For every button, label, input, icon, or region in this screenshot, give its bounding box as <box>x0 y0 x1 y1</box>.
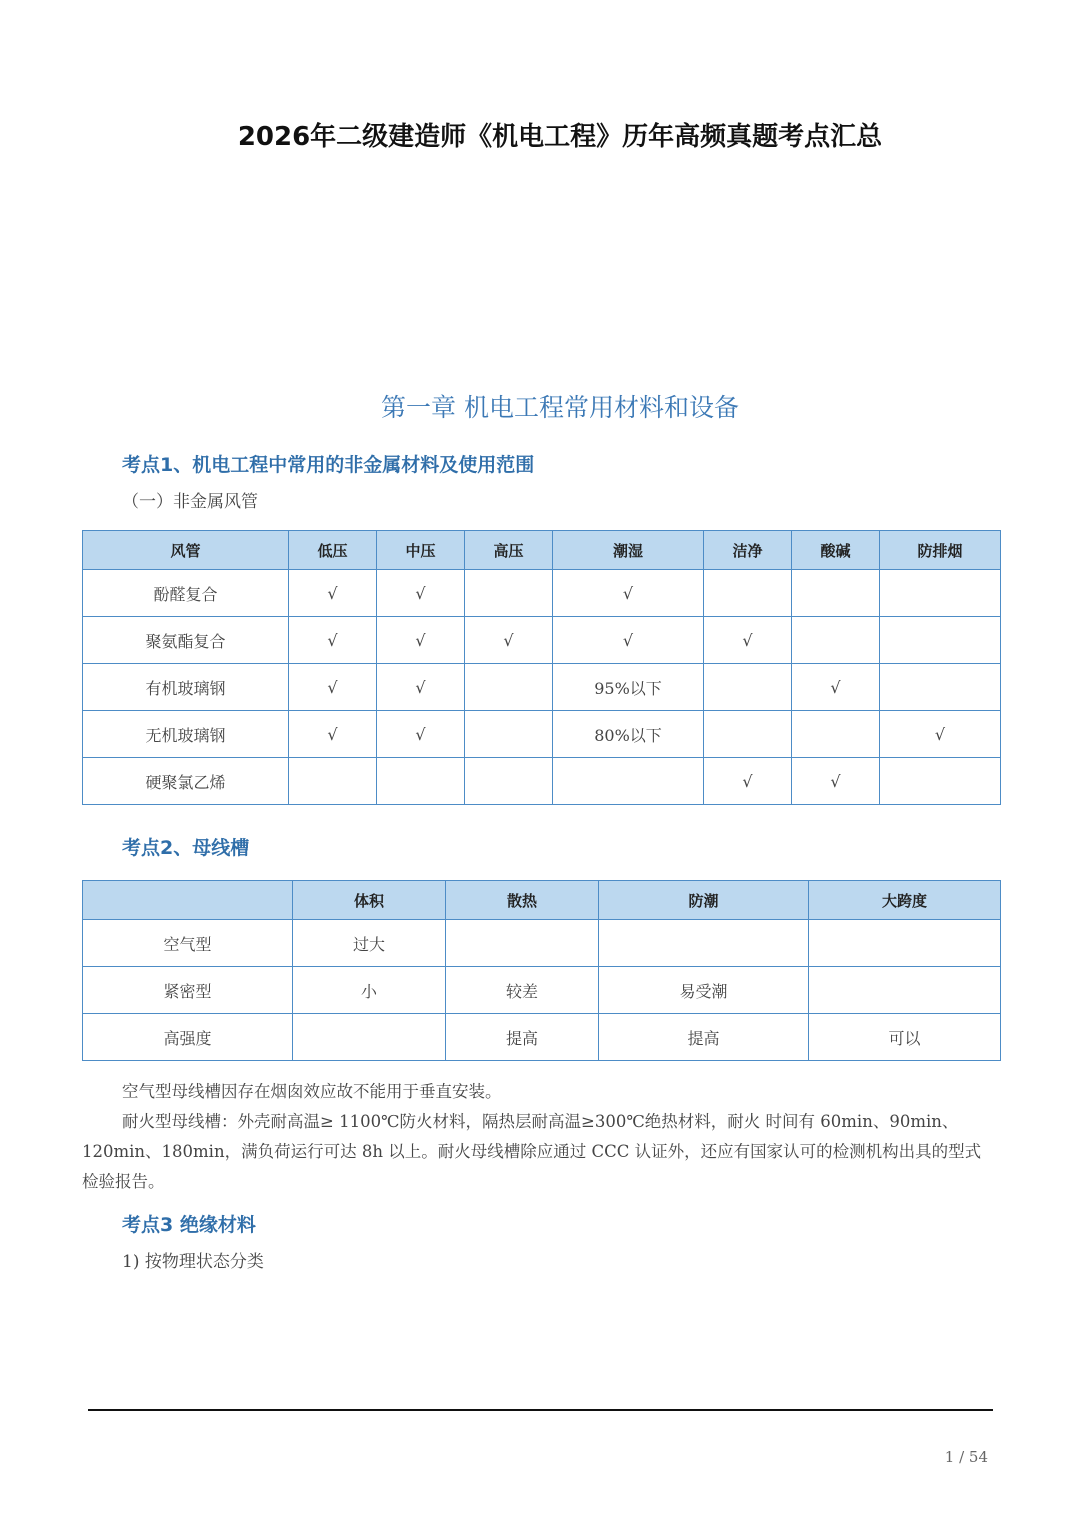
table-cell <box>465 758 553 805</box>
table-cell: 小 <box>293 967 446 1014</box>
table-cell <box>880 664 1001 711</box>
section-heading-1: 考点1、机电工程中常用的非金属材料及使用范围 <box>122 454 535 476</box>
table-cell: 空气型 <box>83 920 293 967</box>
table-cell <box>465 664 553 711</box>
table-cell <box>553 758 704 805</box>
table-cell <box>880 758 1001 805</box>
table-cell <box>465 711 553 758</box>
table-cell <box>599 920 809 967</box>
section-heading-2: 考点2、母线槽 <box>122 837 250 859</box>
subsection-label-3: 1) 按物理状态分类 <box>122 1252 264 1272</box>
table-cell: √ <box>704 758 792 805</box>
table-cell <box>446 920 599 967</box>
table-cell: √ <box>289 570 377 617</box>
table-cell: √ <box>377 570 465 617</box>
table-cell <box>792 617 880 664</box>
table-header-cell <box>83 881 293 920</box>
table-cell: √ <box>289 711 377 758</box>
table-cell: 可以 <box>809 1014 1001 1061</box>
table-cell <box>704 664 792 711</box>
page-number: 1 / 54 <box>944 1448 988 1466</box>
table-cell: 聚氨酯复合 <box>83 617 289 664</box>
table-cell: 高强度 <box>83 1014 293 1061</box>
table-cell: 95%以下 <box>553 664 704 711</box>
subsection-label-1: （一）非金属风管 <box>122 492 258 512</box>
table-header-cell: 酸碱 <box>792 531 880 570</box>
table-cell: 紧密型 <box>83 967 293 1014</box>
busway-table <box>82 880 1001 1061</box>
busway-note-1: 空气型母线槽因存在烟囱效应故不能用于垂直安装。 <box>122 1082 502 1101</box>
table-header-cell: 风管 <box>83 531 289 570</box>
table-cell: 过大 <box>293 920 446 967</box>
table-header-cell: 潮湿 <box>553 531 704 570</box>
table-cell: √ <box>377 711 465 758</box>
table-cell: √ <box>377 617 465 664</box>
table-cell: 提高 <box>446 1014 599 1061</box>
table-row <box>83 758 1001 805</box>
table-row <box>83 570 1001 617</box>
table-cell: 较差 <box>446 967 599 1014</box>
table-header-cell: 体积 <box>293 881 446 920</box>
table-row <box>83 664 1001 711</box>
table-header-cell: 防排烟 <box>880 531 1001 570</box>
table-cell: √ <box>704 617 792 664</box>
document-title: 2026年二级建造师《机电工程》历年高频真题考点汇总 <box>237 122 883 152</box>
air-duct-table <box>82 530 1001 805</box>
table-cell <box>792 570 880 617</box>
table-header-cell: 中压 <box>377 531 465 570</box>
table-cell: √ <box>553 617 704 664</box>
chapter-title: 第一章 机电工程常用材料和设备 <box>381 393 739 422</box>
table-cell: √ <box>289 664 377 711</box>
table-row <box>83 920 1001 967</box>
section-heading-3: 考点3 绝缘材料 <box>122 1214 256 1236</box>
table-row <box>83 617 1001 664</box>
table-header-cell: 大跨度 <box>809 881 1001 920</box>
table-cell: √ <box>792 758 880 805</box>
table-header-cell: 高压 <box>465 531 553 570</box>
footer-divider <box>88 1409 993 1411</box>
table-header-cell: 散热 <box>446 881 599 920</box>
table-cell: 有机玻璃钢 <box>83 664 289 711</box>
table-cell <box>809 967 1001 1014</box>
table-cell: 硬聚氯乙烯 <box>83 758 289 805</box>
table-row <box>83 1014 1001 1061</box>
table-cell: 易受潮 <box>599 967 809 1014</box>
table-header-cell: 洁净 <box>704 531 792 570</box>
table-header-cell: 低压 <box>289 531 377 570</box>
table-cell: √ <box>553 570 704 617</box>
table-header-cell: 防潮 <box>599 881 809 920</box>
table-row <box>83 711 1001 758</box>
table-cell <box>289 758 377 805</box>
table-cell: 提高 <box>599 1014 809 1061</box>
table-cell <box>293 1014 446 1061</box>
table-cell: 80%以下 <box>553 711 704 758</box>
table-cell <box>377 758 465 805</box>
table-cell: 酚醛复合 <box>83 570 289 617</box>
table-cell: √ <box>377 664 465 711</box>
table-cell <box>880 570 1001 617</box>
table-cell <box>704 711 792 758</box>
table-cell <box>809 920 1001 967</box>
table-cell <box>465 570 553 617</box>
table-cell: √ <box>880 711 1001 758</box>
table-cell: √ <box>465 617 553 664</box>
table-cell <box>880 617 1001 664</box>
table-cell <box>792 711 880 758</box>
table-cell: √ <box>792 664 880 711</box>
table-cell <box>704 570 792 617</box>
busway-note-2: 耐火型母线槽：外壳耐高温≥ 1100℃防火材料，隔热层耐高温≥300℃绝热材料，耐火 时间有 60min、90min、120min、180min，满负荷运行可达 8h 以上。耐火母线槽除应通过 CCC 认证外，还应有国家认可的检测机构出具的型式检验报告。 <box>82 1112 982 1191</box>
table-cell: √ <box>289 617 377 664</box>
table-row <box>83 967 1001 1014</box>
table-cell: 无机玻璃钢 <box>83 711 289 758</box>
